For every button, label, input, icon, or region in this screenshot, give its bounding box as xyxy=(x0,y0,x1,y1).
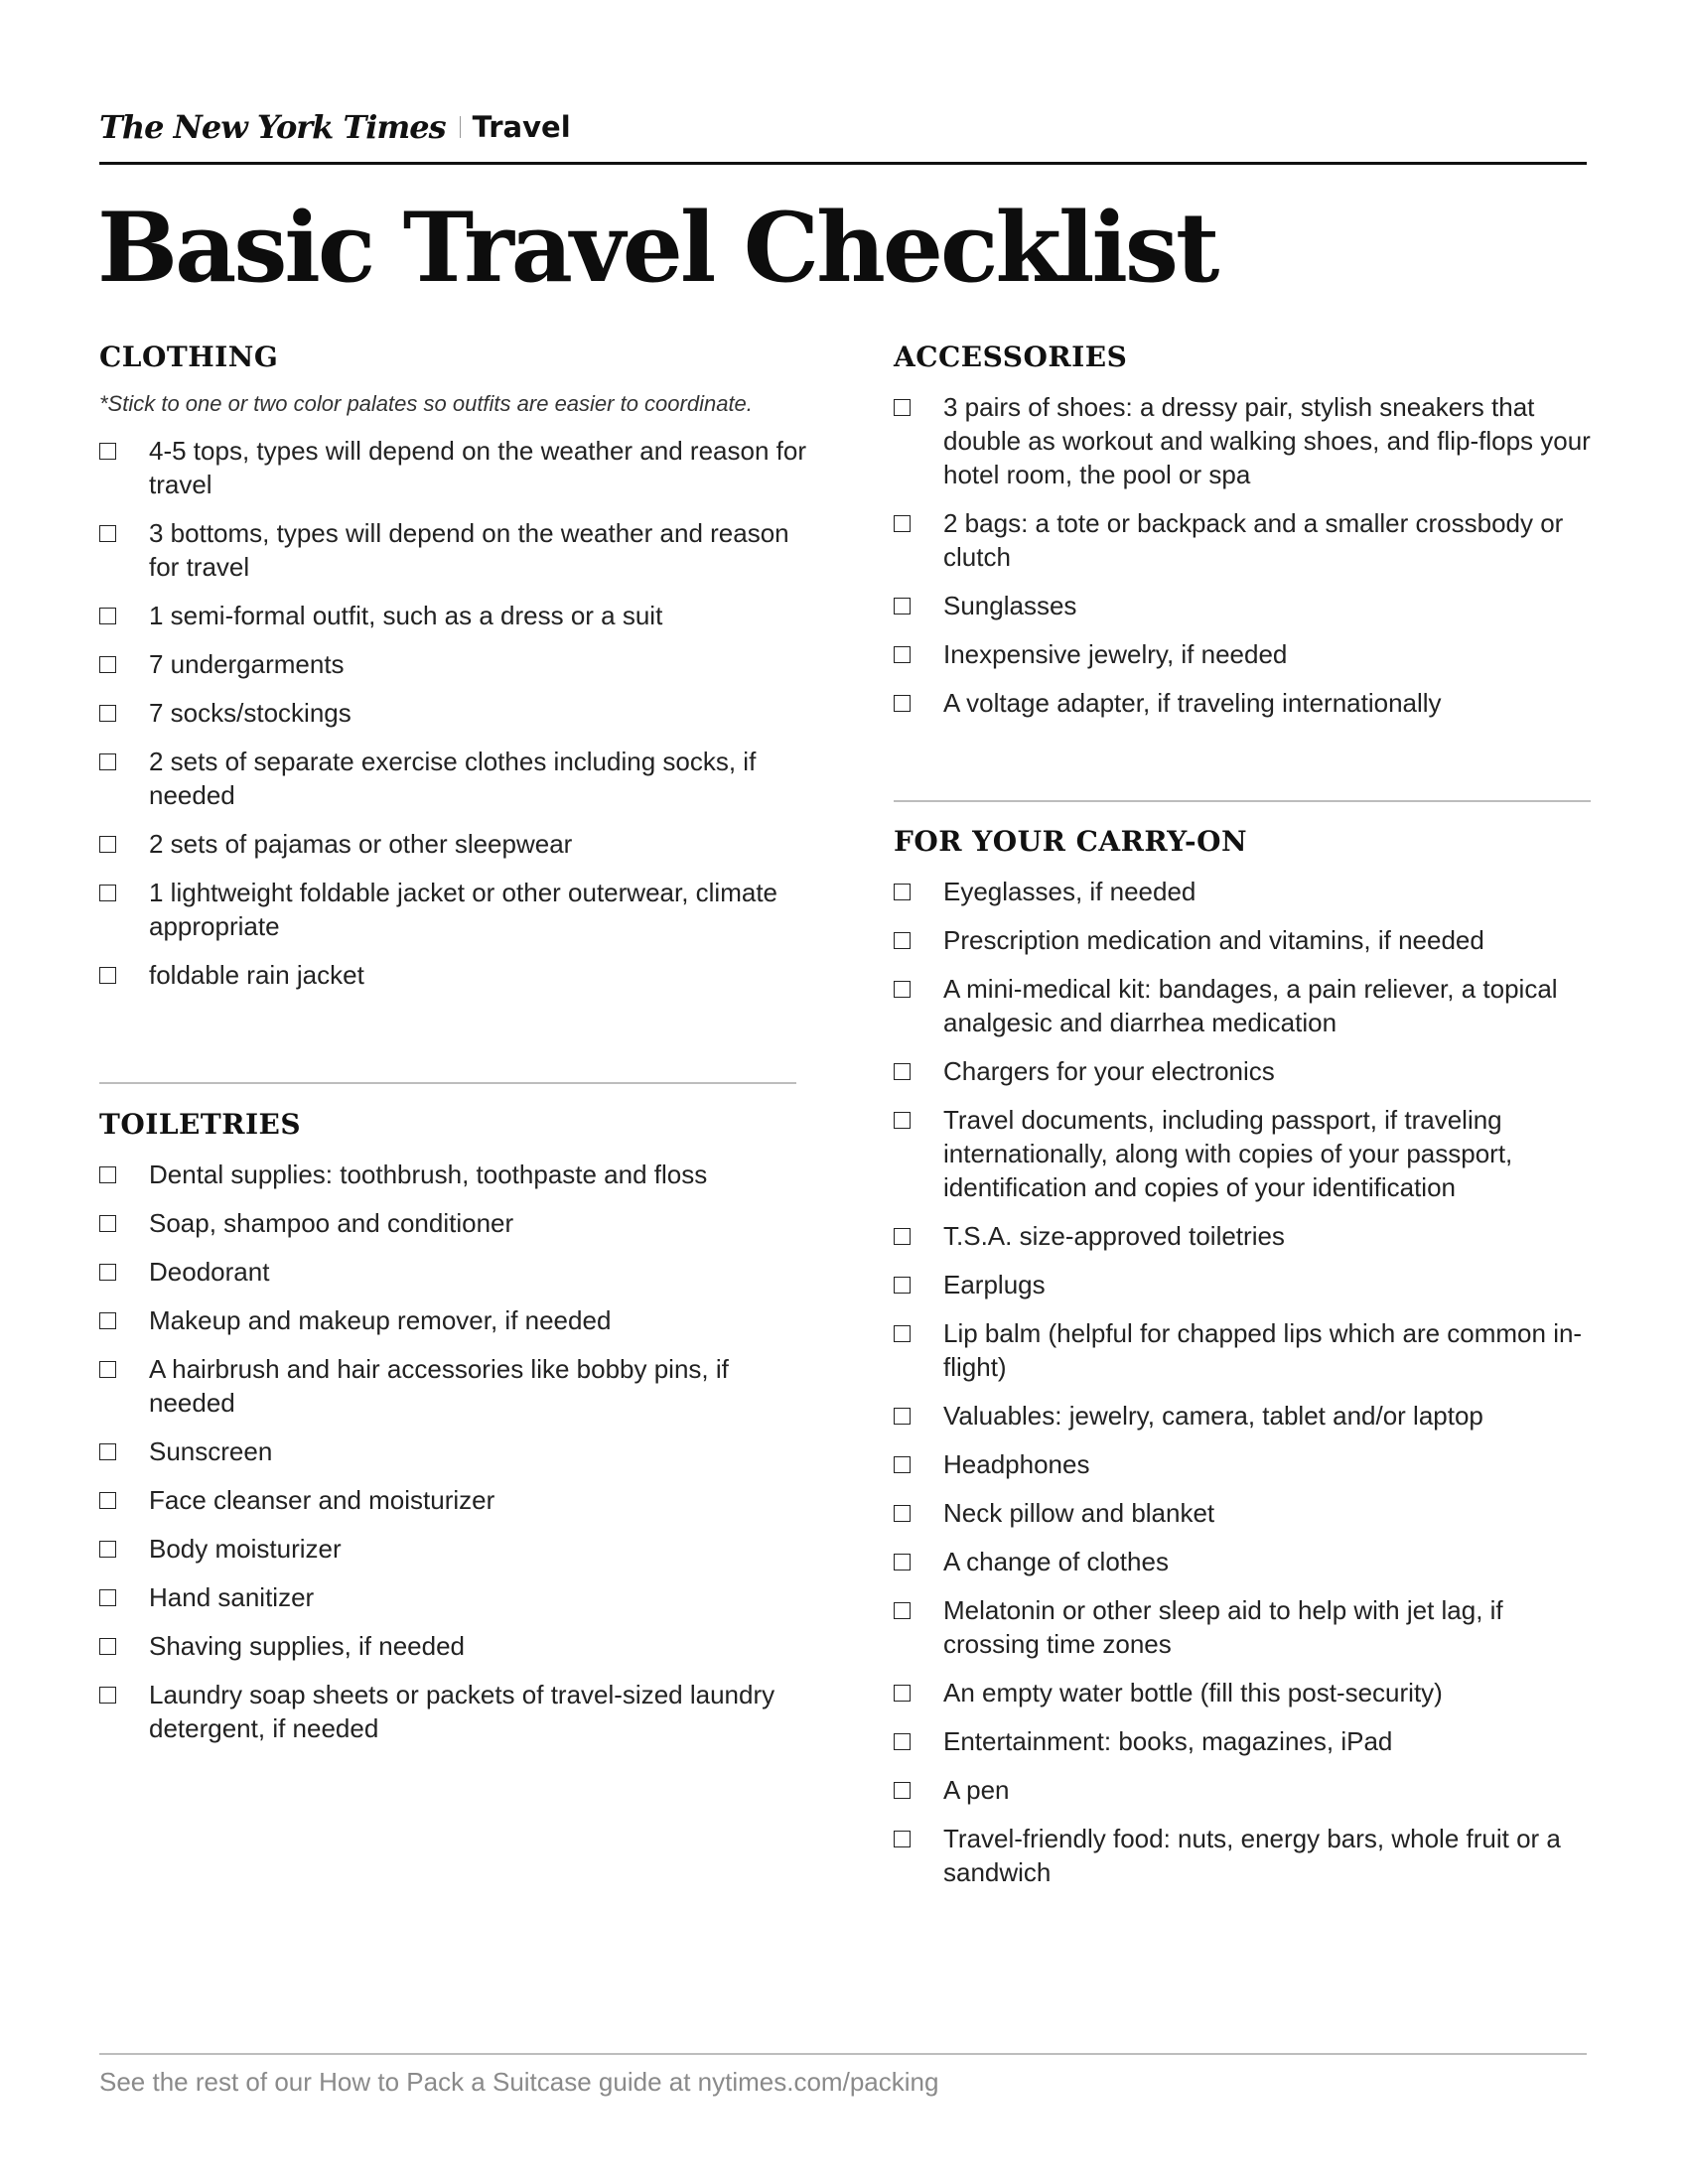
checklist-item xyxy=(894,686,1601,720)
checklist-item-label: Entertainment: books, magazines, iPad xyxy=(943,1726,1393,1756)
checklist-item xyxy=(894,390,1601,491)
checklist-item xyxy=(99,1206,814,1240)
checklist-item xyxy=(99,1303,814,1337)
toiletries-list xyxy=(99,1158,814,1745)
checklist-item xyxy=(99,745,814,812)
checklist-item xyxy=(99,647,814,681)
checklist-item xyxy=(99,1678,814,1745)
checklist-item xyxy=(894,1496,1601,1530)
accessories-section xyxy=(894,340,1601,720)
checklist-item-label: Inexpensive jewelry, if needed xyxy=(943,639,1288,669)
section-divider xyxy=(894,800,1591,802)
checkbox-icon[interactable] xyxy=(99,1312,116,1329)
checkbox-icon[interactable] xyxy=(894,1554,911,1570)
checklist-item xyxy=(894,1593,1601,1661)
checklist-item xyxy=(894,1103,1601,1204)
checklist-item-label: 7 undergarments xyxy=(149,649,345,679)
checklist-item xyxy=(894,972,1601,1039)
checklist-item xyxy=(99,516,814,584)
checklist-item xyxy=(99,876,814,943)
checklist-item-label: T.S.A. size-approved toiletries xyxy=(943,1221,1285,1251)
checkbox-icon[interactable] xyxy=(99,885,116,901)
checklist-item-label: Sunscreen xyxy=(149,1436,273,1466)
checkbox-icon[interactable] xyxy=(894,1831,911,1847)
checklist-item xyxy=(894,875,1601,908)
checklist-item xyxy=(894,637,1601,671)
checkbox-icon[interactable] xyxy=(99,443,116,460)
carry-on-list xyxy=(894,875,1601,1889)
checklist-item-label: Earplugs xyxy=(943,1270,1046,1299)
clothing-section xyxy=(99,340,814,992)
section-divider xyxy=(99,1082,796,1084)
checklist-item xyxy=(99,1629,814,1663)
carry-on-heading: FOR YOUR CARRY-ON xyxy=(894,825,1248,858)
checklist-item xyxy=(894,1399,1601,1433)
checkbox-icon[interactable] xyxy=(99,1687,116,1704)
checklist-item-label: Prescription medication and vitamins, if needed xyxy=(943,925,1484,955)
checklist-item xyxy=(894,1447,1601,1481)
checkbox-icon[interactable] xyxy=(99,1264,116,1281)
checklist-item xyxy=(99,1434,814,1468)
checklist-item xyxy=(894,1219,1601,1253)
checkbox-icon[interactable] xyxy=(894,1228,911,1245)
checklist-item-label: Face cleanser and moisturizer xyxy=(149,1485,495,1515)
checkbox-icon[interactable] xyxy=(99,967,116,984)
checklist-item-label: 2 bags: a tote or backpack and a smaller crossbody or clutch xyxy=(943,508,1564,572)
carry-on-section xyxy=(894,824,1601,1889)
page-title: Basic Travel Checklist xyxy=(97,192,1217,304)
top-rule xyxy=(99,162,1587,165)
checkbox-icon[interactable] xyxy=(894,884,911,900)
checkbox-icon[interactable] xyxy=(894,1456,911,1473)
toiletries-section xyxy=(99,1107,814,1745)
checklist-item-label: Deodorant xyxy=(149,1257,270,1287)
checklist-item xyxy=(894,1545,1601,1578)
checkbox-icon[interactable] xyxy=(99,1638,116,1655)
checkbox-icon[interactable] xyxy=(894,1325,911,1342)
checkbox-icon[interactable] xyxy=(99,1589,116,1606)
checklist-item xyxy=(99,1158,814,1191)
checklist-item-label: 4-5 tops, types will depend on the weather and reason for travel xyxy=(149,436,806,499)
checkbox-icon[interactable] xyxy=(99,1541,116,1558)
checkbox-icon[interactable] xyxy=(894,646,911,663)
checkbox-icon[interactable] xyxy=(894,1063,911,1080)
checkbox-icon[interactable] xyxy=(99,525,116,542)
checklist-item-label: Chargers for your electronics xyxy=(943,1056,1275,1086)
footer-rule xyxy=(99,2053,1587,2055)
checklist-item-label: 1 lightweight foldable jacket or other outerwear, climate appropriate xyxy=(149,878,778,941)
checkbox-icon[interactable] xyxy=(894,932,911,949)
checkbox-icon[interactable] xyxy=(894,1112,911,1129)
checklist-item-label: A voltage adapter, if traveling internationally xyxy=(943,688,1442,718)
checklist-item xyxy=(99,827,814,861)
checklist-item-label: Laundry soap sheets or packets of travel-sized laundry detergent, if needed xyxy=(149,1680,775,1743)
checklist-item-label: A hairbrush and hair accessories like bobby pins, if needed xyxy=(149,1354,729,1418)
checklist-item-label: Lip balm (helpful for chapped lips which are common in-flight) xyxy=(943,1318,1583,1382)
checklist-item xyxy=(894,923,1601,957)
checklist-item xyxy=(99,1532,814,1566)
checklist-item xyxy=(99,1483,814,1517)
checkbox-icon[interactable] xyxy=(894,695,911,712)
checklist-item-label: 2 sets of pajamas or other sleepwear xyxy=(149,829,573,859)
checkbox-icon[interactable] xyxy=(894,1602,911,1619)
checkbox-icon[interactable] xyxy=(894,1277,911,1294)
accessories-heading: ACCESSORIES xyxy=(894,341,1128,373)
checkbox-icon[interactable] xyxy=(99,753,116,770)
checkbox-icon[interactable] xyxy=(894,1733,911,1750)
checklist-item-label: Melatonin or other sleep aid to help with jet lag, if crossing time zones xyxy=(943,1595,1503,1659)
accessories-list xyxy=(894,390,1601,720)
checkbox-icon[interactable] xyxy=(894,981,911,998)
checklist-item-label: Makeup and makeup remover, if needed xyxy=(149,1305,612,1335)
checklist-item xyxy=(894,1724,1601,1758)
checkbox-icon[interactable] xyxy=(894,598,911,614)
toiletries-heading: TOILETRIES xyxy=(99,1108,302,1141)
checkbox-icon[interactable] xyxy=(99,705,116,722)
checklist-item xyxy=(99,1580,814,1614)
checklist-item xyxy=(99,1352,814,1420)
clothing-heading: CLOTHING xyxy=(99,341,279,373)
section-name: Travel xyxy=(472,110,571,144)
checklist-item xyxy=(894,1268,1601,1301)
checklist-item-label: An empty water bottle (fill this post-security) xyxy=(943,1678,1443,1707)
checkbox-icon[interactable] xyxy=(894,1505,911,1522)
checklist-item xyxy=(99,434,814,501)
masthead-divider xyxy=(460,116,461,138)
checkbox-icon[interactable] xyxy=(99,1492,116,1509)
checklist-item xyxy=(894,1676,1601,1709)
masthead xyxy=(99,107,571,147)
checklist-item xyxy=(894,1054,1601,1088)
checklist-item-label: Dental supplies: toothbrush, toothpaste and floss xyxy=(149,1160,708,1189)
checklist-item-label: 7 socks/stockings xyxy=(149,698,352,728)
clothing-list xyxy=(99,434,814,992)
checkbox-icon[interactable] xyxy=(99,1215,116,1232)
checklist-item-label: Shaving supplies, if needed xyxy=(149,1631,466,1661)
checkbox-icon[interactable] xyxy=(99,1443,116,1460)
checklist-item-label: Sunglasses xyxy=(943,591,1077,620)
checklist-item-label: 3 bottoms, types will depend on the weather and reason for travel xyxy=(149,518,789,582)
checklist-item-label: Neck pillow and blanket xyxy=(943,1498,1215,1528)
checklist-item-label: foldable rain jacket xyxy=(149,960,364,990)
checklist-item xyxy=(99,958,814,992)
checklist-item xyxy=(99,696,814,730)
checklist-item-label: 1 semi-formal outfit, such as a dress or a suit xyxy=(149,601,663,630)
checklist-item xyxy=(894,1822,1601,1889)
checkbox-icon[interactable] xyxy=(99,836,116,853)
checkbox-icon[interactable] xyxy=(894,1685,911,1702)
checklist-item-label: Travel-friendly food: nuts, energy bars, whole fruit or a sandwich xyxy=(943,1824,1561,1887)
checkbox-icon[interactable] xyxy=(894,399,911,416)
checklist-item-label: 3 pairs of shoes: a dressy pair, stylish sneakers that double as workout and walking shoes, and flip-flops your hotel room, the pool or spa xyxy=(943,392,1591,489)
checklist-item-label: A pen xyxy=(943,1775,1010,1805)
checklist-item-label: Hand sanitizer xyxy=(149,1582,315,1612)
checkbox-icon[interactable] xyxy=(894,1408,911,1425)
checklist-item-label: Valuables: jewelry, camera, tablet and/or laptop xyxy=(943,1401,1483,1431)
checklist-item-label: Soap, shampoo and conditioner xyxy=(149,1208,514,1238)
checklist-item-label: Eyeglasses, if needed xyxy=(943,877,1196,906)
checklist-item xyxy=(894,506,1601,574)
checkbox-icon[interactable] xyxy=(894,515,911,532)
clothing-note: *Stick to one or two color palates so outfits are easier to coordinate. xyxy=(99,391,753,416)
checklist-item-label: A mini-medical kit: bandages, a pain reliever, a topical analgesic and diarrhea medication xyxy=(943,974,1558,1037)
footer-text: See the rest of our How to Pack a Suitcase guide at nytimes.com/packing xyxy=(99,2067,939,2097)
checklist-item xyxy=(894,1316,1601,1384)
checkbox-icon[interactable] xyxy=(894,1782,911,1799)
checklist-item-label: Travel documents, including passport, if traveling internationally, along with copies of your passport, identification and copies of your identification xyxy=(943,1105,1513,1202)
checkbox-icon[interactable] xyxy=(99,656,116,673)
checklist-item-label: 2 sets of separate exercise clothes including socks, if needed xyxy=(149,747,757,810)
checkbox-icon[interactable] xyxy=(99,1166,116,1183)
checklist-item xyxy=(99,1255,814,1289)
checklist-item-label: A change of clothes xyxy=(943,1547,1169,1576)
nyt-logo: The New York Times xyxy=(99,108,446,146)
checklist-item xyxy=(99,599,814,632)
checkbox-icon[interactable] xyxy=(99,1361,116,1378)
checklist-item xyxy=(894,589,1601,622)
checklist-item-label: Body moisturizer xyxy=(149,1534,342,1564)
checklist-item xyxy=(894,1773,1601,1807)
checklist-item-label: Headphones xyxy=(943,1449,1090,1479)
checkbox-icon[interactable] xyxy=(99,608,116,624)
